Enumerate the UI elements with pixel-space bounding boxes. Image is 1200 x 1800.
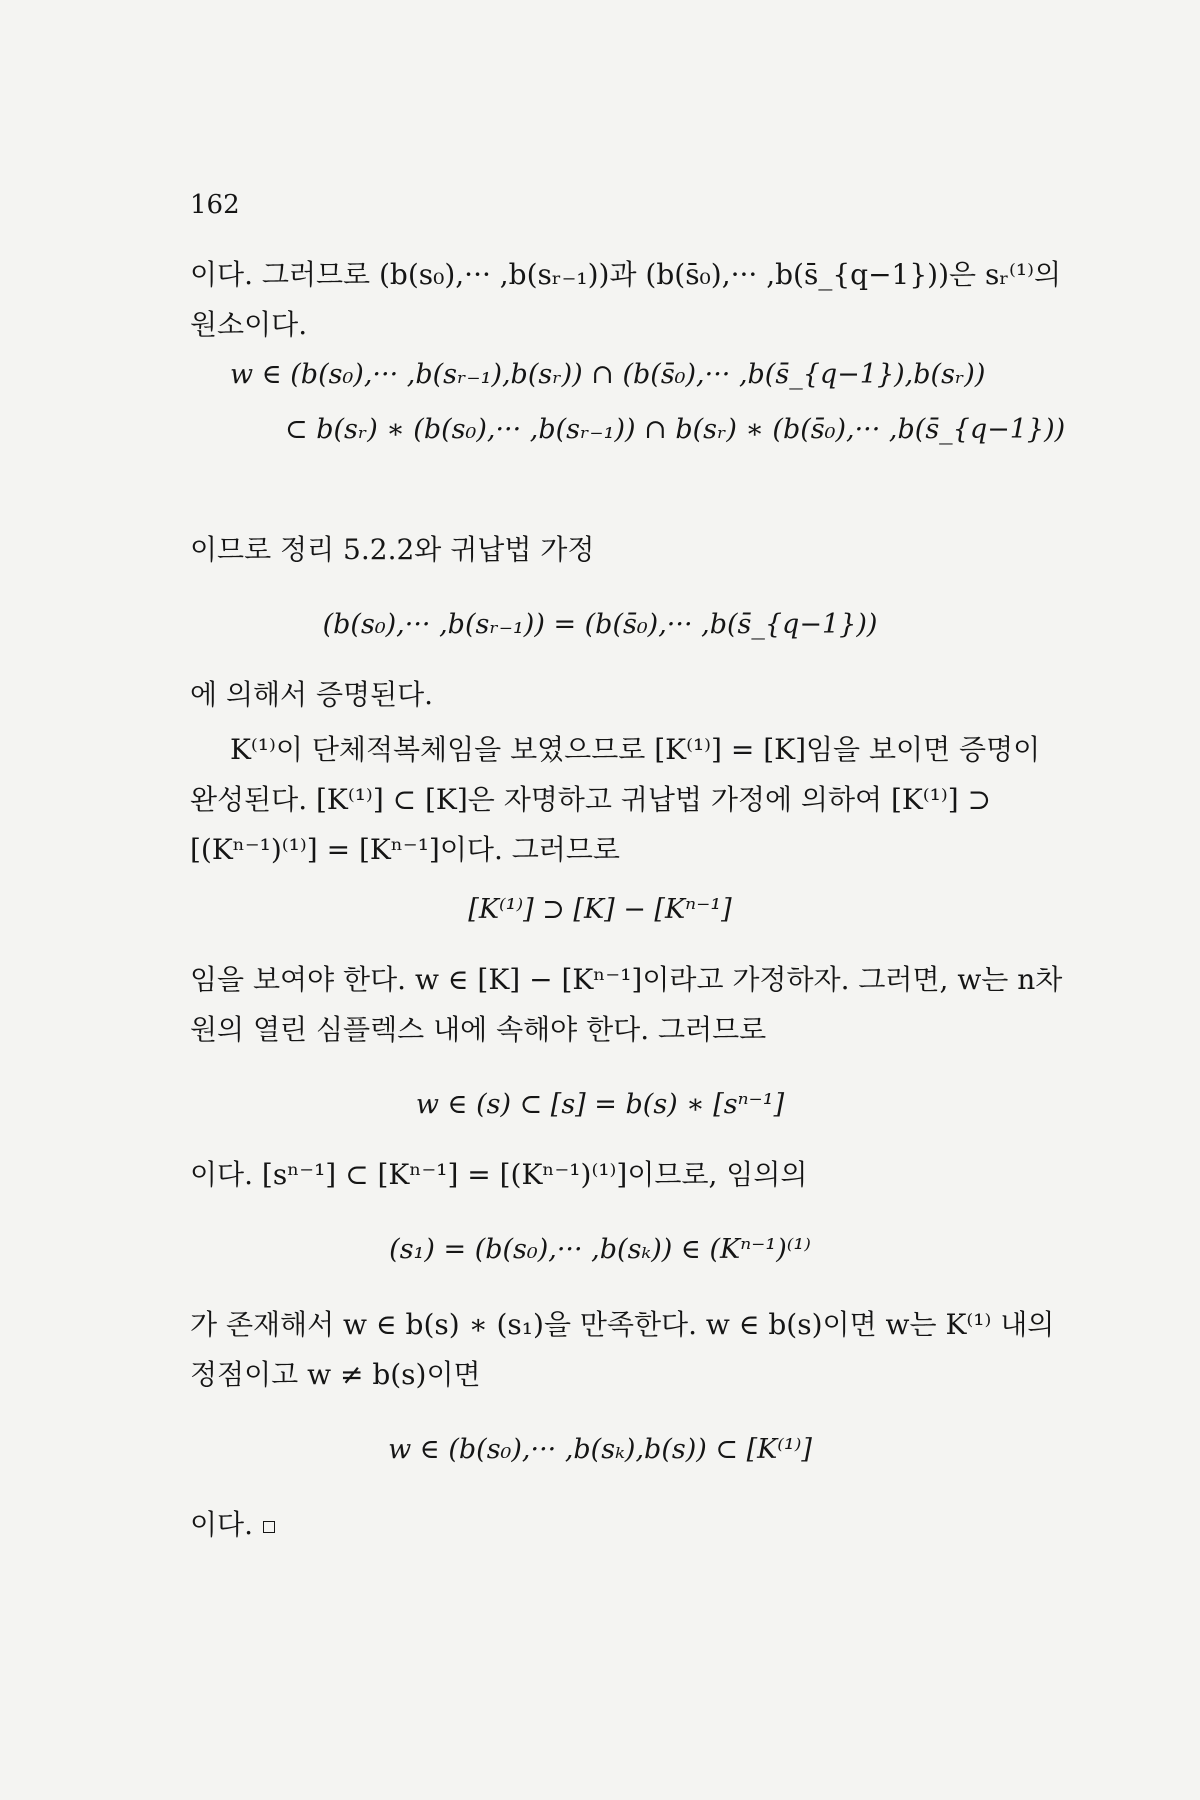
paragraph-2: 이므로 정리 5.2.2와 귀납법 가정 [190,533,595,566]
equation-6: w ∈ (b(s₀),··· ,b(sₖ),b(s)) ⊂ [K⁽¹⁾] [388,1434,812,1465]
equation-3: [K⁽¹⁾] ⊃ [K] − [Kⁿ⁻¹] [468,894,732,925]
paragraph-8-text: 이다. [190,1508,253,1541]
paragraph-7: 가 존재해서 w ∈ b(s) ∗ (s₁)을 만족한다. w ∈ b(s)이면 w는 K⁽¹⁾ 내의 정점이고 w ≠ b(s)이면 [190,1308,1055,1391]
paragraph-6: 이다. [sⁿ⁻¹] ⊂ [Kⁿ⁻¹] = [(Kⁿ⁻¹)⁽¹⁾]이므로, 임의의 [190,1158,808,1191]
equation-1-line-2: ⊂ b(sᵣ) ∗ (b(s₀),··· ,b(sᵣ₋₁)) ∩ b(sᵣ) ∗ (b(s̄₀),··· ,b(s̄_{q−1})) [285,414,1066,445]
qed-square-icon [263,1521,275,1533]
paragraph-4-text: K⁽¹⁾이 단체적복체임을 보였으므로 [K⁽¹⁾] = [K]임을 보이면 증명이 완성된다. [K⁽¹⁾] ⊂ [K]은 자명하고 귀납법 가정에 의하여 [K⁽¹⁾] ⊃ [(Kⁿ⁻¹)⁽¹⁾] = [Kⁿ⁻¹]이다. 그러므로 [190,733,1041,866]
paragraph-5: 임을 보여야 한다. w ∈ [K] − [Kⁿ⁻¹]이라고 가정하자. 그러면, w는 n차원의 열린 심플렉스 내에 속해야 한다. 그러므로 [190,963,1063,1046]
equation-4: w ∈ (s) ⊂ [s] = b(s) ∗ [sⁿ⁻¹] [415,1089,785,1120]
equation-1-line-1: w ∈ (b(s₀),··· ,b(sᵣ₋₁),b(sᵣ)) ∩ (b(s̄₀),··· ,b(s̄_{q−1}),b(sᵣ)) [230,359,986,390]
paragraph-3: 에 의해서 증명된다. [190,678,434,711]
paragraph-8 [190,1500,1070,1550]
paragraph-4 [190,725,1070,875]
paragraph-1: 이다. 그러므로 (b(s₀),··· ,b(sᵣ₋₁))과 (b(s̄₀),··· ,b(s̄_{q−1}))은 sᵣ⁽¹⁾의 원소이다. [190,258,1062,341]
equation-2: (b(s₀),··· ,b(sᵣ₋₁)) = (b(s̄₀),··· ,b(s̄_{q−1})) [322,609,878,640]
equation-5: (s₁) = (b(s₀),··· ,b(sₖ)) ∈ (Kⁿ⁻¹)⁽¹⁾ [389,1234,811,1265]
page-number: 162 [190,190,240,220]
